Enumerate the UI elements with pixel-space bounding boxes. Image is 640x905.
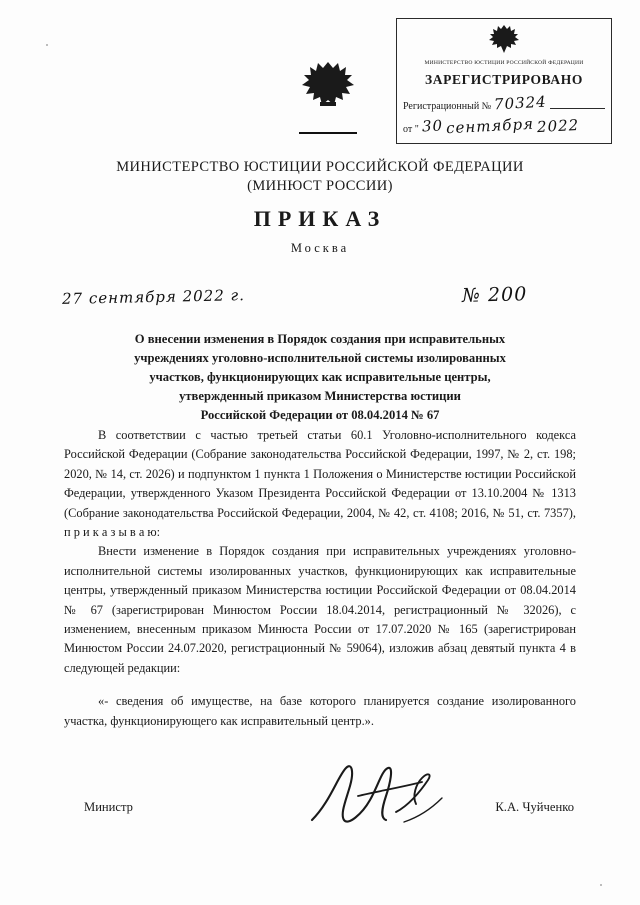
state-coat-of-arms-icon (296, 60, 360, 130)
ministry-heading-line2: (МИНЮСТ РОССИИ) (247, 178, 393, 194)
stamp-date-day: 30 (421, 116, 444, 136)
stamp-registration-row (403, 94, 605, 112)
stamp-reg-number: 70324 (493, 92, 548, 114)
document-date-handwritten: 27 сентября 2022 г. (61, 286, 246, 308)
stamp-date-month: сентября (445, 114, 535, 138)
signatory-role: Министр (84, 800, 133, 814)
handwritten-signature-icon (300, 762, 450, 832)
stamp-date-year: 2022 (536, 115, 580, 137)
document-type-heading: ПРИКАЗ (253, 206, 387, 231)
stamp-reg-rule (550, 107, 605, 109)
body-paragraph-1: В соответствии с частью третьей статьи 60.1 Уголовно-исполнительного кодекса Российской Федерации (Собрание законодательства Российской Федерации, 1997, № 2, ст. 198; 2020, № 14, ст. 2026) и подпунктом 1 пункта 1 Положения о Министерстве юстиции Российской Федерации, утвержденного Указом Президента Российской Федерации от 13.10.2004 № 1313 (Собрание законодательства Российской Федерации, 2004, № 42, ст. 4108; 2016, № 51, ст. 7357), п р и к а з ы в а ю: (64, 428, 576, 540)
document-title-line5: Российской Федерации от 08.04.2014 № 67 (200, 408, 440, 422)
scan-artifact (46, 44, 48, 46)
document-title-line1: О внесении изменения в Порядок создания при исправительных (134, 332, 506, 346)
stamp-reg-label: Регистрационный № (403, 101, 492, 112)
stamp-date-label: от " (403, 124, 419, 135)
ministry-heading (0, 158, 640, 196)
city-label: Москва (290, 241, 350, 255)
document-title-line4: утвержденный приказом Министерства юстиции (179, 389, 461, 403)
body-paragraph-2: Внести изменение в Порядок создания при исправительных учреждениях уголовно-исполнительной системы изолированных участков, функционирующих как исправительные центры, утвержденный приказом Министерства юстиции Российской Федерации от 08.04.2014 № 67 (зарегистрирован Минюстом России 18.04.2014, регистрационный № 32026), с изменением, внесенным приказом Минюста России от 17.07.2020 № 165 (зарегистрирован Минюстом России 24.07.2020, регистрационный № 59064), изложив абзац девятый пункта 4 в следующей редакции: (64, 544, 576, 675)
document-title (64, 330, 576, 425)
document-title-line2: учреждениях уголовно-исполнительной системы изолированных (134, 351, 506, 365)
body-paragraph-quote: «- сведения об имуществе, на базе которого планируется создание изолированного участка, функционирующего как исправительный центр.». (64, 694, 576, 728)
document-body (64, 426, 576, 731)
stamp-ministry-line: МИНИСТЕРСТВО ЮСТИЦИИ РОССИЙСКОЙ ФЕДЕРАЦИИ (424, 60, 584, 66)
document-title-line3: участков, функционирующих как исправительные центры, (149, 370, 491, 384)
document-number-handwritten: № 200 (461, 283, 528, 307)
signatory-name: К.А. Чуйченко (495, 800, 574, 814)
stamp-title: ЗАРЕГИСТРИРОВАНО (425, 72, 583, 87)
stamp-coat-of-arms-icon (403, 24, 605, 58)
stamp-date-row (403, 114, 605, 138)
ministry-heading-line1: МИНИСТЕРСТВО ЮСТИЦИИ РОССИЙСКОЙ ФЕДЕРАЦИИ (116, 159, 524, 175)
emblem-baseline (299, 132, 357, 134)
registration-stamp (396, 18, 612, 144)
scan-artifact (600, 884, 602, 886)
